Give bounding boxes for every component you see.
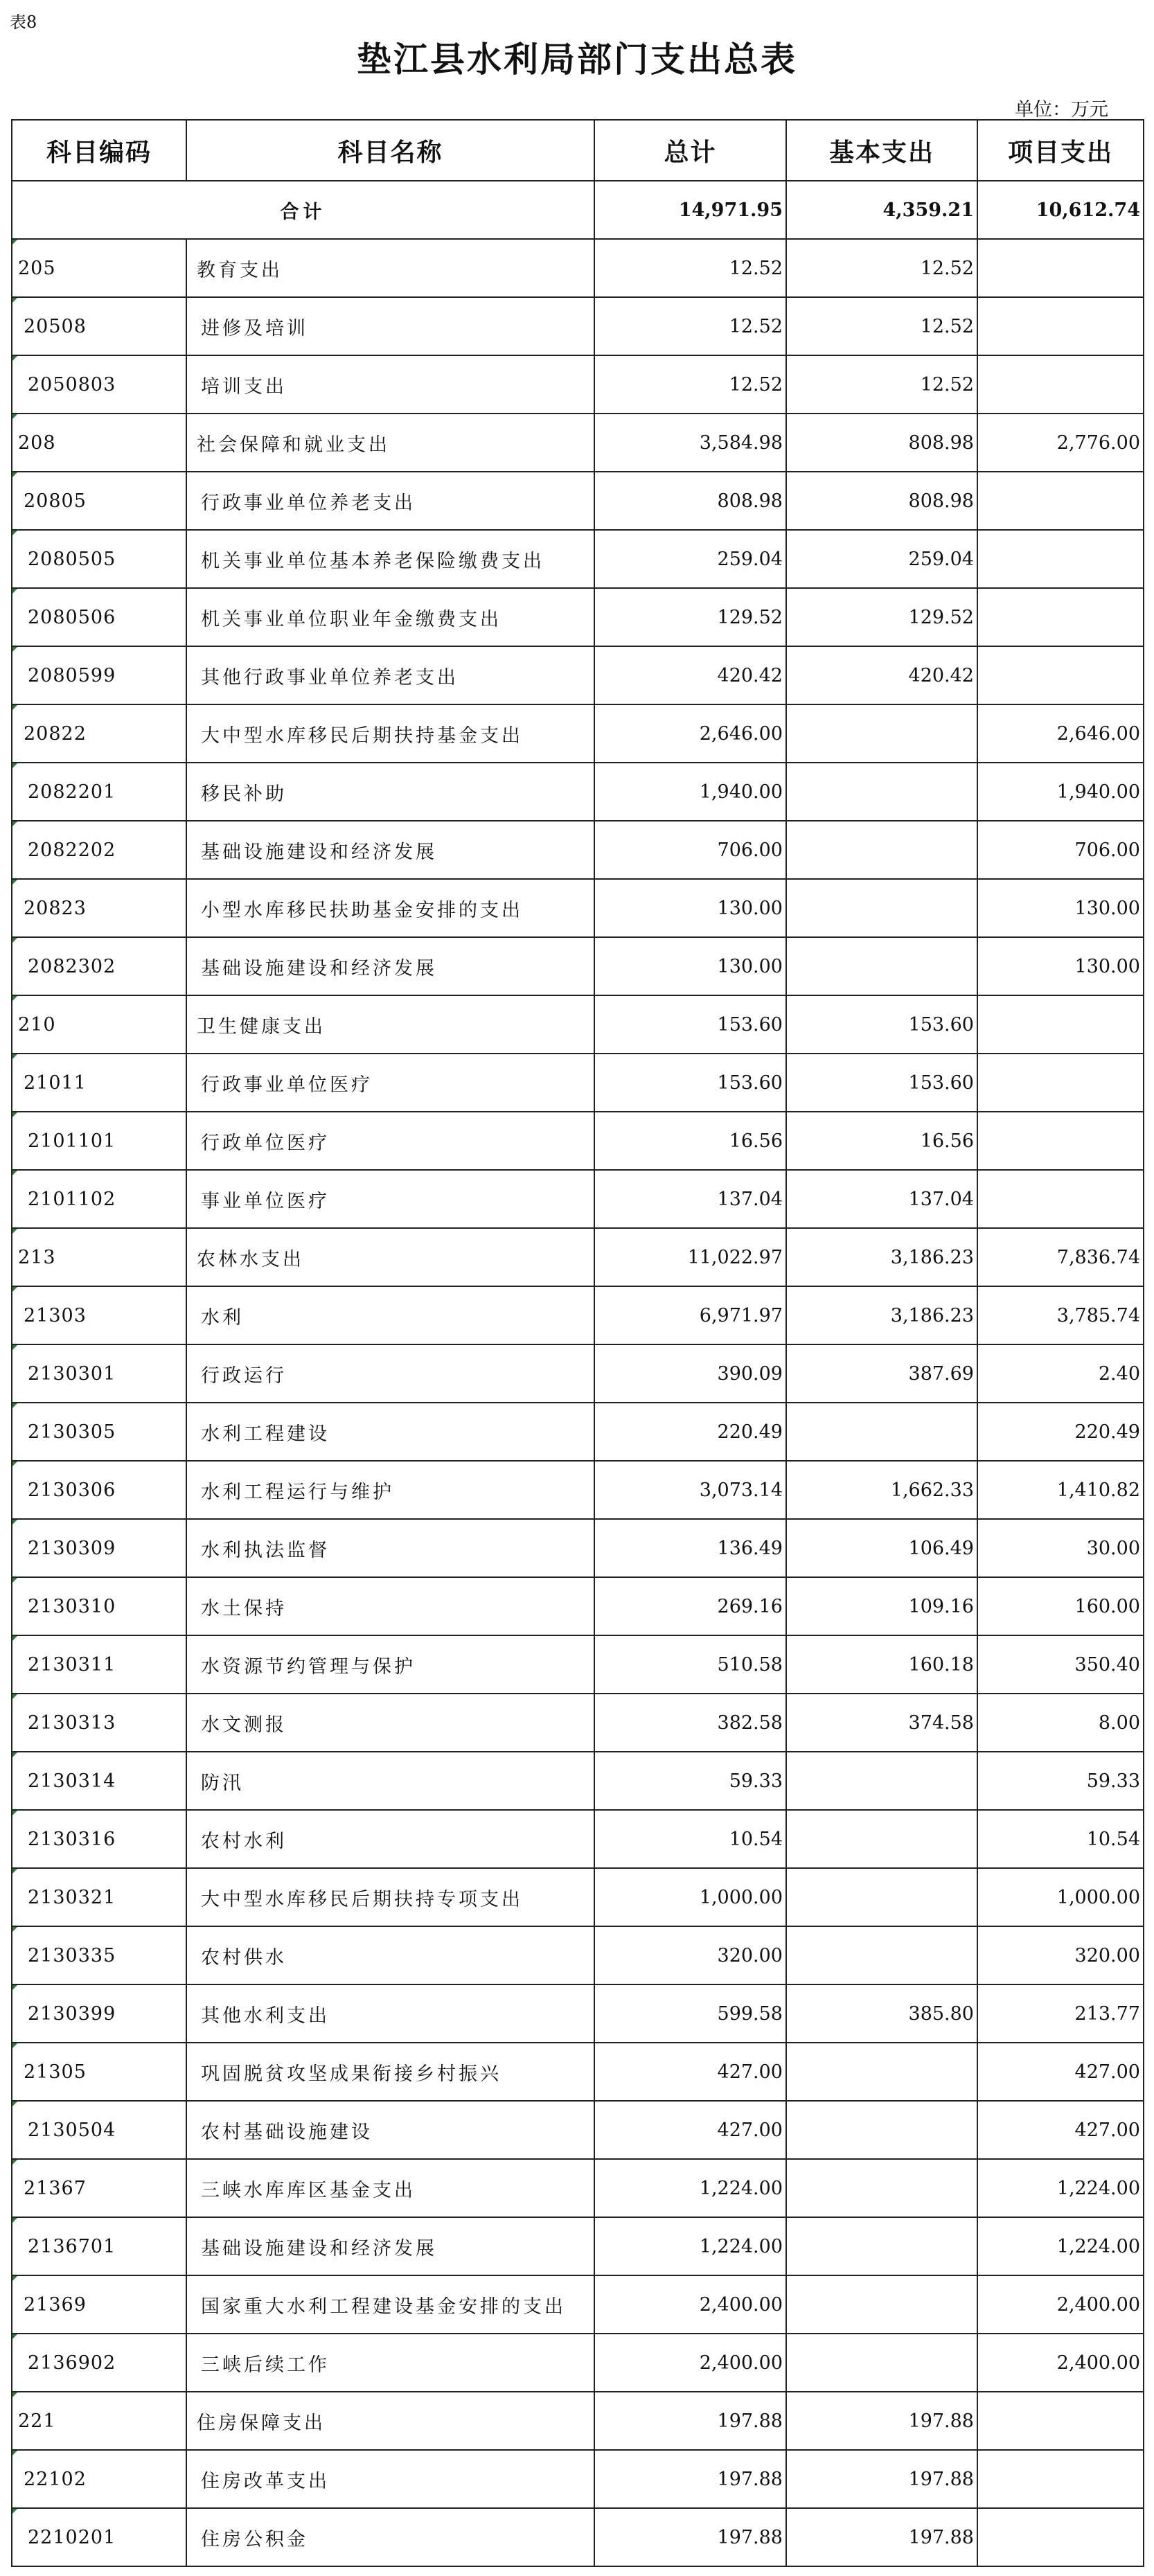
basic-expenditure-cell: 129.52: [786, 588, 977, 646]
project-expenditure-cell: 2,646.00: [977, 704, 1144, 763]
total-cell: 2,646.00: [594, 704, 786, 763]
basic-expenditure-cell: 153.60: [786, 995, 977, 1054]
total-cell: 16.56: [594, 1112, 786, 1170]
subject-name-cell: 机关事业单位基本养老保险缴费支出: [186, 530, 594, 588]
subject-name-cell: 三峡水库库区基金支出: [186, 2159, 594, 2217]
subject-code-cell: 2101102: [12, 1170, 186, 1228]
basic-expenditure-cell: [786, 704, 977, 763]
subject-code-cell: 2130301: [12, 1344, 186, 1403]
project-expenditure-cell: [977, 2392, 1144, 2450]
subject-code-cell: 221: [12, 2392, 186, 2450]
subject-code-cell: 2082202: [12, 821, 186, 879]
basic-expenditure-cell: [786, 763, 977, 821]
table-row: [12, 2101, 1144, 2159]
subject-code-cell: 2136701: [12, 2217, 186, 2275]
expenditure-table: [11, 119, 1144, 2567]
total-cell: 153.60: [594, 1054, 786, 1112]
total-cell: 12.52: [594, 355, 786, 414]
total-cell: 259.04: [594, 530, 786, 588]
project-expenditure-cell: 1,224.00: [977, 2217, 1144, 2275]
table-row: [12, 1286, 1144, 1344]
basic-expenditure-cell: [786, 1403, 977, 1461]
basic-expenditure-cell: [786, 2159, 977, 2217]
table-row: [12, 1926, 1144, 1984]
project-expenditure-cell: [977, 1112, 1144, 1170]
subject-code-cell: 21303: [12, 1286, 186, 1344]
subject-name-cell: 其他行政事业单位养老支出: [186, 646, 594, 704]
table-row: [12, 588, 1144, 646]
total-cell: 1,224.00: [594, 2217, 786, 2275]
subject-name-cell: 培训支出: [186, 355, 594, 414]
subject-code-cell: 2130399: [12, 1984, 186, 2043]
project-expenditure-cell: 350.40: [977, 1635, 1144, 1694]
document-title: 垫江县水利局部门支出总表: [357, 39, 797, 80]
subject-name-cell: 行政事业单位医疗: [186, 1054, 594, 1112]
project-expenditure-cell: [977, 297, 1144, 355]
total-cell: 136.49: [594, 1519, 786, 1577]
subject-code-cell: 2136902: [12, 2334, 186, 2392]
total-cell: 129.52: [594, 588, 786, 646]
subject-name-cell: 大中型水库移民后期扶持专项支出: [186, 1868, 594, 1926]
basic-expenditure-cell: [786, 2217, 977, 2275]
basic-expenditure-cell: 160.18: [786, 1635, 977, 1694]
total-cell: 2,400.00: [594, 2275, 786, 2334]
project-expenditure-cell: [977, 646, 1144, 704]
basic-expenditure-cell: [786, 1810, 977, 1868]
subject-code-cell: 2080505: [12, 530, 186, 588]
basic-expenditure-cell: [786, 1752, 977, 1810]
header-subject-code: 科目编码: [12, 120, 186, 181]
subject-code-cell: 2080506: [12, 588, 186, 646]
total-cell: 6,971.97: [594, 1286, 786, 1344]
header-total: 总计: [594, 120, 786, 181]
header-project-expenditure: 项目支出: [977, 120, 1144, 181]
subject-name-cell: 基础设施建设和经济发展: [186, 2217, 594, 2275]
project-expenditure-cell: [977, 995, 1144, 1054]
basic-expenditure-cell: 197.88: [786, 2508, 977, 2566]
total-cell: 153.60: [594, 995, 786, 1054]
subject-name-cell: 行政事业单位养老支出: [186, 472, 594, 530]
basic-expenditure-cell: 808.98: [786, 414, 977, 472]
total-cell: 137.04: [594, 1170, 786, 1228]
subject-name-cell: 水利执法监督: [186, 1519, 594, 1577]
table-row: [12, 355, 1144, 414]
total-basic-amount: 4,359.21: [786, 181, 977, 239]
subject-code-cell: 20805: [12, 472, 186, 530]
subject-code-cell: 213: [12, 1228, 186, 1286]
subject-name-cell: 社会保障和就业支出: [186, 414, 594, 472]
basic-expenditure-cell: 3,186.23: [786, 1228, 977, 1286]
table-row: [12, 995, 1144, 1054]
basic-expenditure-cell: [786, 879, 977, 937]
table-row: [12, 1635, 1144, 1694]
subject-name-cell: 水利: [186, 1286, 594, 1344]
project-expenditure-cell: [977, 239, 1144, 297]
total-cell: 197.88: [594, 2450, 786, 2508]
basic-expenditure-cell: 109.16: [786, 1577, 977, 1635]
project-expenditure-cell: 2,400.00: [977, 2334, 1144, 2392]
subject-code-cell: 2130335: [12, 1926, 186, 1984]
table-row: [12, 2334, 1144, 2392]
subject-code-cell: 21011: [12, 1054, 186, 1112]
project-expenditure-cell: 160.00: [977, 1577, 1144, 1635]
subject-code-cell: 2130309: [12, 1519, 186, 1577]
basic-expenditure-cell: [786, 1868, 977, 1926]
total-cell: 1,224.00: [594, 2159, 786, 2217]
header-subject-name: 科目名称: [186, 120, 594, 181]
total-cell: 269.16: [594, 1577, 786, 1635]
subject-code-cell: 20508: [12, 297, 186, 355]
total-cell: 197.88: [594, 2392, 786, 2450]
subject-code-cell: 2130504: [12, 2101, 186, 2159]
table-row: [12, 1403, 1144, 1461]
total-cell: 10.54: [594, 1810, 786, 1868]
basic-expenditure-cell: [786, 2334, 977, 2392]
table-row: [12, 2275, 1144, 2334]
subject-code-cell: 22102: [12, 2450, 186, 2508]
subject-code-cell: 2130310: [12, 1577, 186, 1635]
project-expenditure-cell: [977, 472, 1144, 530]
subject-name-cell: 机关事业单位职业年金缴费支出: [186, 588, 594, 646]
subject-code-cell: 2130306: [12, 1461, 186, 1519]
total-project-amount: 10,612.74: [977, 181, 1144, 239]
project-expenditure-cell: 2.40: [977, 1344, 1144, 1403]
total-cell: 599.58: [594, 1984, 786, 2043]
subject-code-cell: 2080599: [12, 646, 186, 704]
project-expenditure-cell: 320.00: [977, 1926, 1144, 1984]
basic-expenditure-cell: 197.88: [786, 2392, 977, 2450]
basic-expenditure-cell: 1,662.33: [786, 1461, 977, 1519]
subject-code-cell: 2082201: [12, 763, 186, 821]
subject-code-cell: 2210201: [12, 2508, 186, 2566]
project-expenditure-cell: 1,410.82: [977, 1461, 1144, 1519]
basic-expenditure-cell: 16.56: [786, 1112, 977, 1170]
total-cell: 320.00: [594, 1926, 786, 1984]
subject-code-cell: 2130314: [12, 1752, 186, 1810]
subject-code-cell: 20822: [12, 704, 186, 763]
subject-code-cell: 205: [12, 239, 186, 297]
total-cell: 130.00: [594, 937, 786, 995]
total-cell: 59.33: [594, 1752, 786, 1810]
table-row: [12, 414, 1144, 472]
project-expenditure-cell: 10.54: [977, 1810, 1144, 1868]
project-expenditure-cell: 1,000.00: [977, 1868, 1144, 1926]
table-row: [12, 1461, 1144, 1519]
total-cell: 130.00: [594, 879, 786, 937]
subject-name-cell: 农村供水: [186, 1926, 594, 1984]
project-expenditure-cell: [977, 355, 1144, 414]
subject-name-cell: 防汛: [186, 1752, 594, 1810]
total-cell: 427.00: [594, 2101, 786, 2159]
table-row: [12, 646, 1144, 704]
subject-name-cell: 移民补助: [186, 763, 594, 821]
basic-expenditure-cell: 197.88: [786, 2450, 977, 2508]
subject-code-cell: 2130311: [12, 1635, 186, 1694]
subject-name-cell: 国家重大水利工程建设基金安排的支出: [186, 2275, 594, 2334]
table-row: [12, 530, 1144, 588]
subject-code-cell: 21369: [12, 2275, 186, 2334]
project-expenditure-cell: [977, 2450, 1144, 2508]
basic-expenditure-cell: 12.52: [786, 239, 977, 297]
total-cell: 220.49: [594, 1403, 786, 1461]
subject-name-cell: 巩固脱贫攻坚成果衔接乡村振兴: [186, 2043, 594, 2101]
project-expenditure-cell: 1,224.00: [977, 2159, 1144, 2217]
basic-expenditure-cell: 808.98: [786, 472, 977, 530]
project-expenditure-cell: 220.49: [977, 1403, 1144, 1461]
subject-code-cell: 2130305: [12, 1403, 186, 1461]
subject-name-cell: 大中型水库移民后期扶持基金支出: [186, 704, 594, 763]
project-expenditure-cell: [977, 1170, 1144, 1228]
subject-name-cell: 水利工程运行与维护: [186, 1461, 594, 1519]
total-cell: 1,000.00: [594, 1868, 786, 1926]
table-row: [12, 2392, 1144, 2450]
subject-name-cell: 基础设施建设和经济发展: [186, 937, 594, 995]
subject-name-cell: 水土保持: [186, 1577, 594, 1635]
subject-name-cell: 教育支出: [186, 239, 594, 297]
subject-code-cell: 21305: [12, 2043, 186, 2101]
basic-expenditure-cell: [786, 2101, 977, 2159]
basic-expenditure-cell: 387.69: [786, 1344, 977, 1403]
subject-name-cell: 行政运行: [186, 1344, 594, 1403]
subject-name-cell: 事业单位医疗: [186, 1170, 594, 1228]
total-cell: 11,022.97: [594, 1228, 786, 1286]
table-row: [12, 1344, 1144, 1403]
header-basic-expenditure: 基本支出: [786, 120, 977, 181]
subject-name-cell: 其他水利支出: [186, 1984, 594, 2043]
project-expenditure-cell: 427.00: [977, 2101, 1144, 2159]
basic-expenditure-cell: 3,186.23: [786, 1286, 977, 1344]
subject-name-cell: 农村水利: [186, 1810, 594, 1868]
total-cell: 510.58: [594, 1635, 786, 1694]
total-label: 合计: [12, 181, 594, 239]
basic-expenditure-cell: 374.58: [786, 1694, 977, 1752]
basic-expenditure-cell: 153.60: [786, 1054, 977, 1112]
total-cell: 197.88: [594, 2508, 786, 2566]
project-expenditure-cell: [977, 588, 1144, 646]
project-expenditure-cell: 3,785.74: [977, 1286, 1144, 1344]
basic-expenditure-cell: 420.42: [786, 646, 977, 704]
table-row: [12, 2217, 1144, 2275]
subject-code-cell: 2130313: [12, 1694, 186, 1752]
table-row: [12, 821, 1144, 879]
table-row: [12, 2508, 1144, 2566]
table-row: [12, 239, 1144, 297]
project-expenditure-cell: 706.00: [977, 821, 1144, 879]
basic-expenditure-cell: 385.80: [786, 1984, 977, 2043]
total-cell: 427.00: [594, 2043, 786, 2101]
basic-expenditure-cell: 137.04: [786, 1170, 977, 1228]
subject-name-cell: 住房保障支出: [186, 2392, 594, 2450]
table-row: [12, 1810, 1144, 1868]
table-row: [12, 1054, 1144, 1112]
table-row: [12, 2450, 1144, 2508]
total-amount: 14,971.95: [594, 181, 786, 239]
project-expenditure-cell: 213.77: [977, 1984, 1144, 2043]
basic-expenditure-cell: [786, 2043, 977, 2101]
total-cell: 382.58: [594, 1694, 786, 1752]
unit-label: 单位：万元: [1015, 99, 1108, 121]
table-row: [12, 1752, 1144, 1810]
project-expenditure-cell: 1,940.00: [977, 763, 1144, 821]
basic-expenditure-cell: [786, 1926, 977, 1984]
subject-name-cell: 农林水支出: [186, 1228, 594, 1286]
table-number: 表8: [10, 12, 37, 32]
subject-name-cell: 水利工程建设: [186, 1403, 594, 1461]
basic-expenditure-cell: 259.04: [786, 530, 977, 588]
subject-name-cell: 小型水库移民扶助基金安排的支出: [186, 879, 594, 937]
subject-code-cell: 20823: [12, 879, 186, 937]
subject-code-cell: 210: [12, 995, 186, 1054]
total-cell: 420.42: [594, 646, 786, 704]
total-cell: 12.52: [594, 297, 786, 355]
project-expenditure-cell: 130.00: [977, 937, 1144, 995]
total-cell: 1,940.00: [594, 763, 786, 821]
table-row: [12, 1519, 1144, 1577]
subject-name-cell: 三峡后续工作: [186, 2334, 594, 2392]
project-expenditure-cell: [977, 2508, 1144, 2566]
table-row: [12, 937, 1144, 995]
table-row: [12, 1984, 1144, 2043]
project-expenditure-cell: 130.00: [977, 879, 1144, 937]
project-expenditure-cell: 7,836.74: [977, 1228, 1144, 1286]
subject-code-cell: 2101101: [12, 1112, 186, 1170]
table-row: [12, 1170, 1144, 1228]
table-row: [12, 1694, 1144, 1752]
subject-name-cell: 住房改革支出: [186, 2450, 594, 2508]
subject-name-cell: 农村基础设施建设: [186, 2101, 594, 2159]
table-row: [12, 763, 1144, 821]
table-row: [12, 1112, 1144, 1170]
table-row: [12, 2159, 1144, 2217]
total-cell: 808.98: [594, 472, 786, 530]
project-expenditure-cell: 2,400.00: [977, 2275, 1144, 2334]
basic-expenditure-cell: [786, 937, 977, 995]
subject-code-cell: 21367: [12, 2159, 186, 2217]
subject-code-cell: 2130316: [12, 1810, 186, 1868]
table-row: [12, 472, 1144, 530]
project-expenditure-cell: 427.00: [977, 2043, 1144, 2101]
project-expenditure-cell: [977, 530, 1144, 588]
total-cell: 390.09: [594, 1344, 786, 1403]
subject-code-cell: 2050803: [12, 355, 186, 414]
basic-expenditure-cell: [786, 821, 977, 879]
subject-name-cell: 行政单位医疗: [186, 1112, 594, 1170]
total-row: [12, 181, 1144, 239]
total-cell: 12.52: [594, 239, 786, 297]
subject-name-cell: 卫生健康支出: [186, 995, 594, 1054]
table-row: [12, 297, 1144, 355]
subject-name-cell: 水资源节约管理与保护: [186, 1635, 594, 1694]
basic-expenditure-cell: 12.52: [786, 355, 977, 414]
total-cell: 2,400.00: [594, 2334, 786, 2392]
total-cell: 3,584.98: [594, 414, 786, 472]
basic-expenditure-cell: [786, 2275, 977, 2334]
header-row: [12, 120, 1144, 181]
project-expenditure-cell: 2,776.00: [977, 414, 1144, 472]
total-cell: 3,073.14: [594, 1461, 786, 1519]
subject-name-cell: 水文测报: [186, 1694, 594, 1752]
table-row: [12, 879, 1144, 937]
basic-expenditure-cell: 106.49: [786, 1519, 977, 1577]
subject-code-cell: 2082302: [12, 937, 186, 995]
subject-name-cell: 基础设施建设和经济发展: [186, 821, 594, 879]
basic-expenditure-cell: 12.52: [786, 297, 977, 355]
table-row: [12, 1228, 1144, 1286]
table-row: [12, 704, 1144, 763]
project-expenditure-cell: [977, 1054, 1144, 1112]
project-expenditure-cell: 30.00: [977, 1519, 1144, 1577]
subject-code-cell: 2130321: [12, 1868, 186, 1926]
table-row: [12, 1868, 1144, 1926]
subject-name-cell: 住房公积金: [186, 2508, 594, 2566]
table-row: [12, 2043, 1144, 2101]
total-cell: 706.00: [594, 821, 786, 879]
project-expenditure-cell: 59.33: [977, 1752, 1144, 1810]
project-expenditure-cell: 8.00: [977, 1694, 1144, 1752]
subject-code-cell: 208: [12, 414, 186, 472]
table-row: [12, 1577, 1144, 1635]
subject-name-cell: 进修及培训: [186, 297, 594, 355]
